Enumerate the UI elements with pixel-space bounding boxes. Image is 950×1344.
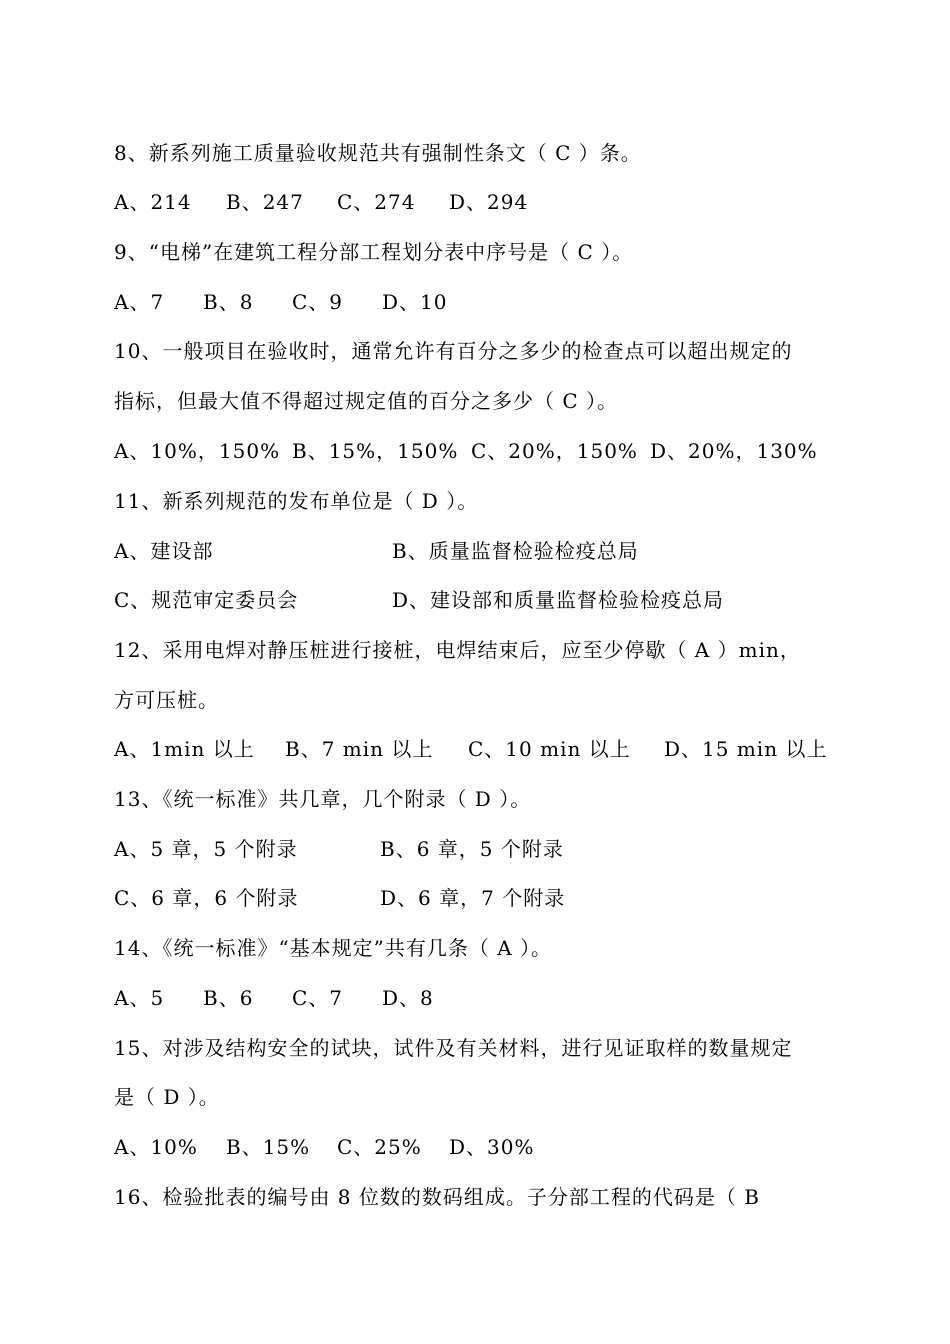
question-14-option-a: A、5 — [114, 986, 165, 1010]
question-14-option-b: B、6 — [203, 986, 254, 1010]
question-8-option-d: D、294 — [449, 190, 529, 214]
question-8-line-1: 8、新系列施工质量验收规范共有强制性条文（ C ）条。 — [114, 141, 642, 165]
question-15-option-c: C、25% — [337, 1135, 422, 1159]
question-9-option-a: A、7 — [114, 290, 165, 314]
question-14-line-1: 14、《统一标准》“基本规定”共有几条（ A ）。 — [114, 936, 553, 960]
question-12-line-2: 方可压桩。 — [114, 688, 219, 712]
question-12-option-a: A、1min 以上 — [114, 737, 255, 761]
question-14-option-d: D、8 — [382, 986, 434, 1010]
question-8-option-a: A、214 — [114, 190, 192, 214]
question-13-line-1: 13、《统一标准》共几章，几个附录（ D ）。 — [114, 787, 532, 811]
question-15-line-1: 15、对涉及结构安全的试块，试件及有关材料，进行见证取样的数量规定 — [114, 1036, 793, 1060]
question-8-option-b: B、247 — [226, 190, 304, 214]
question-11-option-b: B、质量监督检验检疫总局 — [392, 539, 639, 563]
question-13-option-d: D、6 章，7 个附录 — [380, 886, 566, 910]
question-9-line-1: 9、“电梯”在建筑工程分部工程划分表中序号是（ C ）。 — [114, 240, 634, 264]
question-12-option-b: B、7 min 以上 — [285, 737, 434, 761]
question-16-line-1: 16、检验批表的编号由 8 位数的数码组成。子分部工程的代码是（ B — [114, 1185, 760, 1209]
question-9-option-c: C、9 — [292, 290, 344, 314]
question-10-line-1: 10、一般项目在验收时，通常允许有百分之多少的检查点可以超出规定的 — [114, 339, 793, 363]
question-13-option-a: A、5 章，5 个附录 — [114, 837, 298, 861]
question-12-option-c: C、10 min 以上 — [468, 737, 631, 761]
question-13-option-b: B、6 章，5 个附录 — [380, 837, 564, 861]
question-9-option-b: B、8 — [203, 290, 254, 314]
question-10-option-d: D、20%，130% — [650, 439, 818, 463]
question-11-line-1: 11、新系列规范的发布单位是（ D ）。 — [114, 489, 479, 513]
question-10-option-a: A、10%，150% — [114, 439, 281, 463]
question-12-option-d: D、15 min 以上 — [664, 737, 828, 761]
question-14-option-c: C、7 — [292, 986, 344, 1010]
question-11-option-a: A、建设部 — [114, 539, 214, 563]
question-15-option-d: D、30% — [449, 1135, 535, 1159]
question-15-option-b: B、15% — [226, 1135, 311, 1159]
question-8-option-c: C、274 — [337, 190, 416, 214]
question-9-option-d: D、10 — [382, 290, 448, 314]
question-13-option-c: C、6 章，6 个附录 — [114, 886, 299, 910]
question-12-line-1: 12、采用电焊对静压桩进行接桩，电焊结束后，应至少停歇（ A ）min， — [114, 638, 801, 662]
question-11-option-d: D、建设部和质量监督检验检疫总局 — [392, 588, 725, 612]
question-10-option-c: C、20%，150% — [471, 439, 638, 463]
question-15-line-2: 是（ D ）。 — [114, 1085, 220, 1109]
question-10-option-b: B、15%，150% — [292, 439, 459, 463]
question-10-line-2: 指标，但最大值不得超过规定值的百分之多少（ C ）。 — [114, 389, 619, 413]
question-11-option-c: C、规范审定委员会 — [114, 588, 299, 612]
question-15-option-a: A、10% — [114, 1135, 198, 1159]
